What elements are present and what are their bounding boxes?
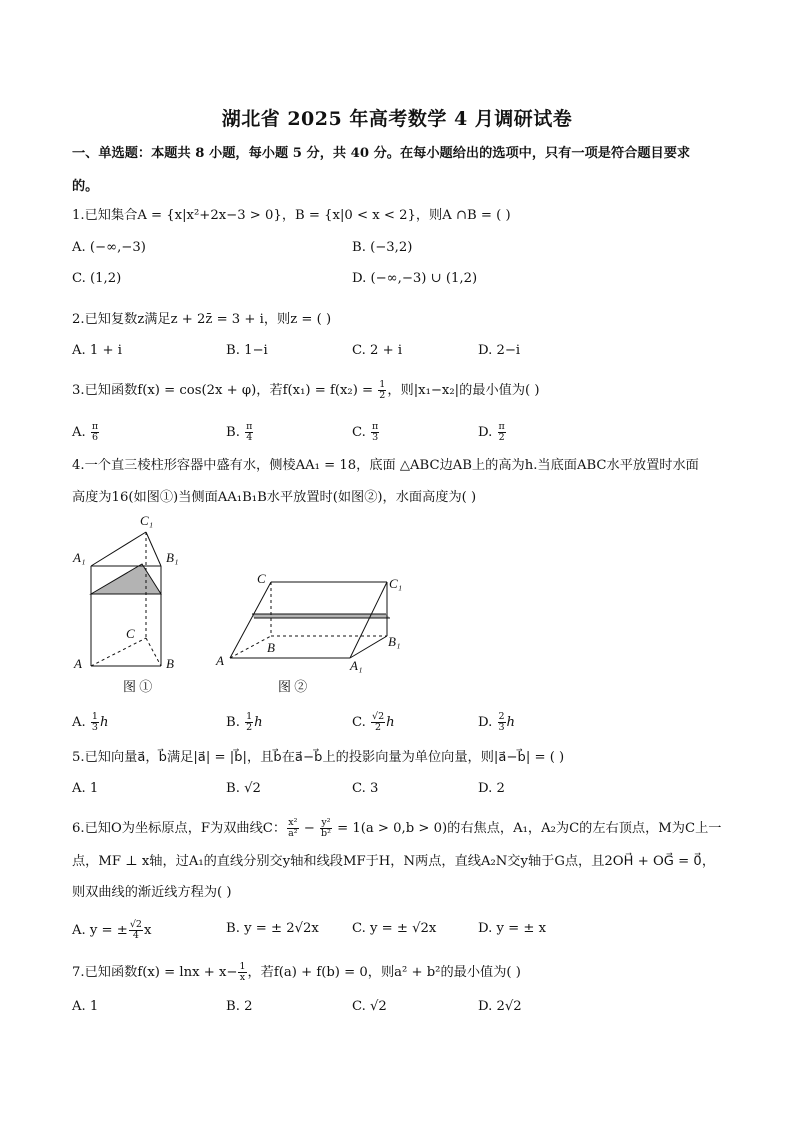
page-title: 湖北省 2025 年高考数学 4 月调研试卷 bbox=[221, 108, 573, 130]
section-header-line1: 一、单选题：本题共 8 小题，每小题 5 分，共 40 分。在每小题给出的选项中，只有一项是符合题目要求 bbox=[72, 146, 691, 161]
q2-option-d: D. 2−i bbox=[478, 343, 521, 358]
q3-option-d: D. $\frac{\pi}{2}$ bbox=[478, 421, 505, 443]
fig1-label-a1: A₁ bbox=[73, 550, 86, 565]
q2-option-a: A. 1 + i bbox=[72, 343, 122, 358]
figure-1-prism bbox=[91, 532, 161, 666]
q6-frac-x: $\frac{\text{x²}}{\text{a²}}$ bbox=[288, 817, 298, 839]
q1-option-d: D. (−∞,−3) ∪ (1,2) bbox=[352, 271, 478, 286]
q5-option-d: D. 2 bbox=[478, 781, 505, 796]
fig1-caption: 图 ① bbox=[123, 679, 153, 694]
fig1-label-c1: C₁ bbox=[140, 513, 154, 528]
q5-option-a: A. 1 bbox=[72, 781, 99, 796]
q7-stem: 7.已知函数f(x) = lnx + x− $\frac{1}{x}$ ，若f(a) + f(b) = 0，则a² + b²的最小值为( ) bbox=[72, 961, 521, 983]
fig2-caption: 图 ② bbox=[278, 679, 308, 694]
q1-option-b: B. (−3,2) bbox=[352, 240, 413, 255]
q4-option-d: D. $\frac{2}{3}$ h bbox=[478, 711, 516, 733]
figure-2-prism bbox=[230, 582, 390, 658]
q2-option-c: C. 2 + i bbox=[352, 343, 403, 358]
q5-stem: 5.已知向量a⃗，b⃗满足|a⃗| = |b⃗|，且b⃗在a⃗−b⃗上的投影向量为单位向量，则|a⃗−b⃗| = ( ) bbox=[72, 750, 565, 765]
fig1-label-b1: B₁ bbox=[166, 550, 179, 565]
q6-stem-line1: 6.已知O为坐标原点，F为双曲线C： $\frac{\text{x²}}{\text{a²}}$ − $\frac{\text{y²}}{\text{b²}}$ = 1(a > 0,b > 0)的右焦点，A₁，A₂为C的左右顶点，M为C上一 bbox=[72, 817, 722, 839]
q4-stem-line2: 高度为16(如图①)当侧面AA₁B₁B水平放置时(如图②)，水面高度为( ) bbox=[72, 490, 477, 505]
q1-stem: 1.已知集合A = {x|x²+2x−3 > 0}，B = {x|0 < x < 2}，则A ∩B = ( ) bbox=[72, 208, 511, 223]
fig2-label-b: B bbox=[267, 640, 275, 655]
q7-option-d: D. 2√2 bbox=[478, 999, 522, 1014]
section-header-line2: 的。 bbox=[72, 179, 99, 194]
q3-option-a: A. $\frac{\pi}{6}$ bbox=[72, 421, 99, 443]
q4-option-b: B. $\frac{1}{2}$ h bbox=[226, 711, 263, 733]
q3-option-b: B. $\frac{\pi}{4}$ bbox=[226, 421, 253, 443]
q6-stem-line2: 点，MF ⊥ x轴，过A₁的直线分别交y轴和线段MF于H，N两点，直线A₂N交y轴于G点，且2OH⃗ + OG⃗ = 0⃗， bbox=[72, 854, 716, 869]
fig2-label-b1: B₁ bbox=[388, 634, 401, 649]
q1-option-c: C. (1,2) bbox=[72, 271, 122, 286]
fig1-water-surface bbox=[91, 564, 161, 594]
q7-option-b: B. 2 bbox=[226, 999, 253, 1014]
q6-stem-line3: 则双曲线的渐近线方程为( ) bbox=[72, 885, 232, 900]
q6-option-b: B. y = ± 2√2x bbox=[226, 921, 319, 936]
q6-frac-y: $\frac{\text{y²}}{\text{b²}}$ bbox=[321, 817, 331, 839]
fig1-label-c: C bbox=[126, 626, 135, 641]
fig2-label-a: A bbox=[216, 653, 224, 668]
q6-option-c: C. y = ± √2x bbox=[352, 921, 437, 936]
q5-option-c: C. 3 bbox=[352, 781, 379, 796]
q3-stem-part2: ，则|x₁−x₂|的最小值为( ) bbox=[387, 383, 540, 398]
q4-option-a: A. $\frac{1}{3}$ h bbox=[72, 711, 109, 733]
q6-option-d: D. y = ± x bbox=[478, 921, 547, 936]
q7-frac: $\frac{1}{x}$ bbox=[239, 961, 246, 983]
q3-stem bbox=[72, 380, 540, 401]
q3-option-c: C. $\frac{\pi}{3}$ bbox=[352, 421, 379, 443]
q6-option-a: A. y = ± $\frac{√2}{4}$ x bbox=[72, 919, 152, 941]
fig2-label-c: C bbox=[257, 571, 266, 586]
q2-option-b: B. 1−i bbox=[226, 343, 268, 358]
fig2-label-c1: C₁ bbox=[389, 576, 403, 591]
fig1-label-a: A bbox=[74, 656, 82, 671]
q4-option-c: C. $\frac{√2}{2}$ h bbox=[352, 711, 395, 733]
q5-option-b: B. √2 bbox=[226, 781, 261, 796]
q7-option-c: C. √2 bbox=[352, 999, 387, 1014]
q7-option-a: A. 1 bbox=[72, 999, 99, 1014]
fig1-label-b: B bbox=[166, 656, 174, 671]
q4-stem-line1: 4.一个直三棱柱形容器中盛有水，侧棱AA₁ = 18，底面 △ABC边AB上的高为h.当底面ABC水平放置时水面 bbox=[72, 458, 699, 473]
q4-figures bbox=[60, 508, 420, 704]
q3-stem-fraction: $\frac{1}{2}$ bbox=[379, 379, 386, 401]
q2-stem: 2.已知复数z满足z + 2z̄ = 3 + i，则z = ( ) bbox=[72, 312, 332, 327]
q3-stem-part1: 3.已知函数f(x) = cos(2x + φ)，若f(x₁) = f(x₂) = bbox=[72, 383, 378, 398]
fig2-label-a1: A₁ bbox=[350, 658, 363, 673]
q1-option-a: A. (−∞,−3) bbox=[72, 240, 146, 255]
